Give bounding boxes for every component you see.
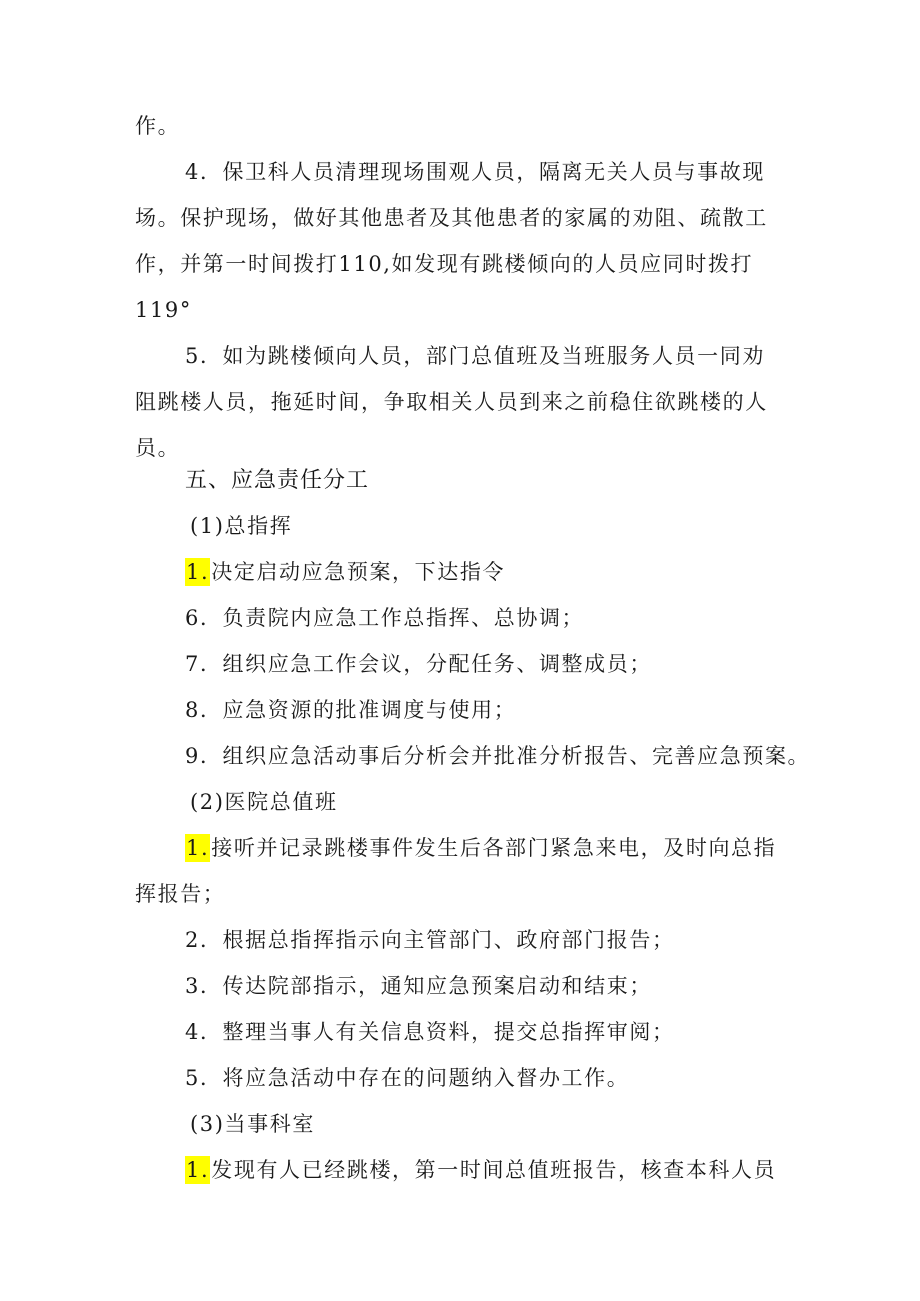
text-line: 场。保护现场，做好其他患者及其他患者的家属的劝阻、疏散工 [135,206,768,230]
list-item: 2．根据总指挥指示向主管部门、政府部门报告； [185,928,675,952]
list-item-4: 4．保卫科人员清理现场围观人员，隔离无关人员与事故现 [185,160,765,184]
highlighted-number: 1. [186,1158,210,1182]
text-line: 挥报告； [135,882,226,906]
subsection-title-2: (2)医院总值班 [190,790,338,814]
text-line: 阻跳楼人员，拖延时间，争取相关人员到来之前稳住欲跳楼的人 [135,390,768,414]
text-line: 119° [135,298,192,322]
text-line: 员。 [135,436,181,460]
highlighted-number: 1. [186,560,210,584]
list-item-text: 接听并记录跳楼事件发生后各部门紧急来电，及时向总指 [211,836,777,860]
highlighted-number: 1. [186,836,210,860]
list-item: 9．组织应急活动事后分析会并批准分析报告、完善应急预案。 [185,744,811,768]
list-item-5: 5．如为跳楼倾向人员，部门总值班及当班服务人员一同劝 [185,344,765,368]
section-heading: 五、应急责任分工 [185,468,370,493]
text-line: 作，并第一时间拨打110,如发现有跳楼倾向的人员应同时拨打 [135,252,754,276]
list-item: 4．整理当事人有关信息资料，提交总指挥审阅； [185,1020,675,1044]
list-item: 7．组织应急工作会议，分配任务、调整成员； [185,652,652,676]
list-item: 3．传达院部指示，通知应急预案启动和结束； [185,974,652,998]
list-item: 8．应急资源的批准调度与使用； [185,698,517,722]
list-item: 5．将应急活动中存在的问题纳入督办工作。 [185,1066,630,1090]
text-line: 作。 [135,114,181,138]
list-item-first [185,1156,776,1184]
subsection-title-3: (3)当事科室 [190,1112,315,1136]
list-item-first [185,834,776,862]
list-item-first [185,558,505,586]
list-item-text: 决定启动应急预案，下达指令 [211,560,506,584]
subsection-title-1: (1)总指挥 [190,514,293,538]
list-item: 6．负责院内应急工作总指挥、总协调； [185,606,585,630]
list-item-text: 发现有人已经跳楼，第一时间总值班报告，核查本科人员 [211,1158,777,1182]
